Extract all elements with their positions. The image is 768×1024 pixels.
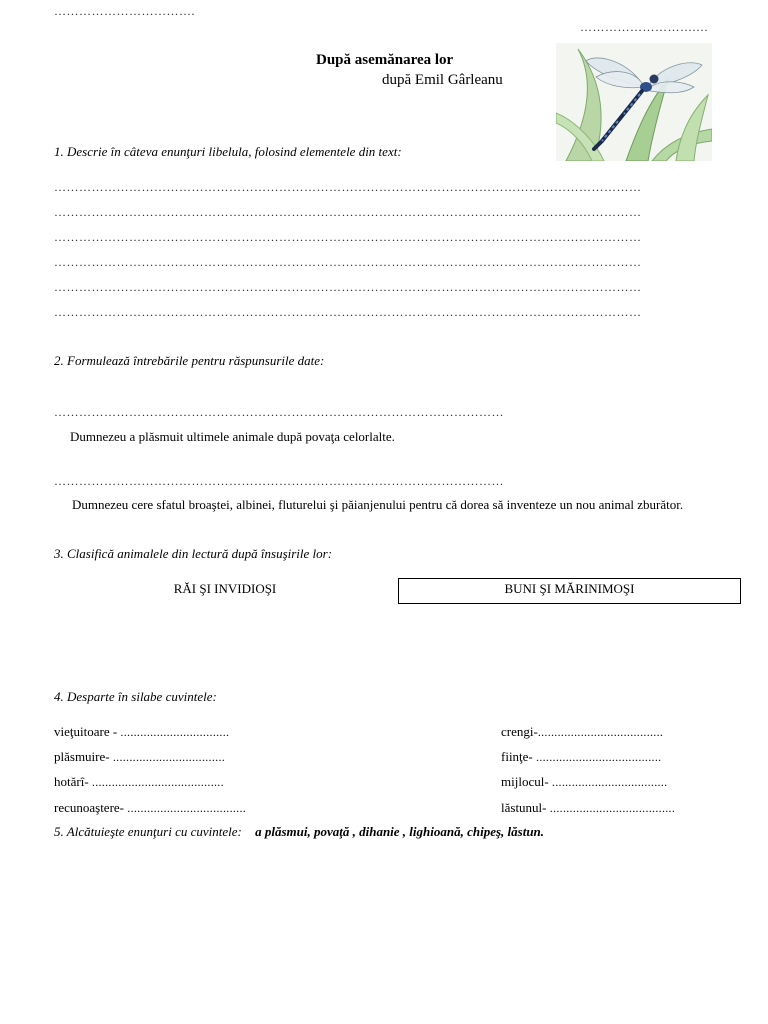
syllable-fill[interactable]: ................................... (551, 775, 668, 789)
answer-line[interactable]: …………………………………………………………………………………………………………………………… (54, 255, 642, 269)
syllable-item[interactable] (501, 724, 663, 740)
given-answer-2-text: Dumnezeu cere sfatul broaştei, albinei, fluturelui şi păianjenului pentru că dorea să inventeze un nou animal zburător. (72, 497, 684, 512)
exercise5 (54, 824, 544, 840)
syllable-word: fiinţe- (501, 749, 537, 764)
syllable-item[interactable] (54, 774, 224, 790)
answer-line[interactable]: …………………………………………………………………………………………………………………………… (54, 305, 642, 319)
exercise5-prompt: 5. Alcătuieşte enunţuri cu cuvintele: (54, 824, 242, 839)
syllable-fill[interactable]: ................................. (120, 725, 230, 739)
lesson-author: după Emil Gârleanu (382, 72, 503, 88)
syllable-item[interactable] (54, 749, 225, 765)
given-answer-2 (54, 496, 742, 513)
syllable-fill[interactable]: .................................. (112, 750, 226, 764)
syllable-fill[interactable]: ...................................... (549, 801, 676, 815)
syllable-word: crengi- (501, 724, 538, 739)
syllable-word: lăstunul- (501, 800, 550, 815)
exercise5-words: a plăsmui, povaţă , dihanie , lighioană, chipeş, lăstun. (255, 824, 545, 839)
syllable-item[interactable] (501, 774, 667, 790)
lesson-title: După asemănarea lor (316, 52, 454, 68)
syllable-item[interactable] (54, 800, 246, 816)
column-header-bad: RĂI ŞI INVIDIOŞI (173, 581, 277, 596)
syllable-item[interactable] (54, 724, 229, 740)
syllable-fill[interactable]: ........................................ (91, 775, 224, 789)
answer-line[interactable]: …………………………………………………………………………………………………………………………… (54, 180, 642, 194)
header-dotted-line-left[interactable]: ……………………………. (54, 4, 195, 18)
syllable-word: recunoaştere- (54, 800, 128, 815)
exercise1-prompt: 1. Descrie în câteva enunţuri libelula, folosind elementele din text: (54, 144, 402, 159)
syllable-word: vieţuitoare - (54, 724, 121, 739)
question-line-1[interactable]: ……………………………………………………………………………………………… (54, 405, 504, 419)
answer-line[interactable]: …………………………………………………………………………………………………………………………… (54, 280, 642, 294)
question-line-2[interactable]: ……………………………………………………………………………………………… (54, 474, 504, 488)
syllable-fill[interactable]: .................................... (127, 801, 247, 815)
syllable-item[interactable] (501, 800, 675, 816)
answer-line[interactable]: …………………………………………………………………………………………………………………………… (54, 230, 642, 244)
exercise4-prompt: 4. Desparte în silabe cuvintele: (54, 689, 217, 704)
column-header-good: BUNI ŞI MĂRINIMOŞI (504, 581, 635, 596)
dragonfly-image (556, 43, 712, 161)
exercise3-prompt: 3. Clasifică animalele din lectură după însuşirile lor: (54, 546, 333, 561)
syllable-fill[interactable]: ...................................... (537, 725, 664, 739)
answer-line[interactable]: …………………………………………………………………………………………………………………………… (54, 205, 642, 219)
syllable-item[interactable] (501, 749, 661, 765)
syllable-fill[interactable]: ...................................... (536, 750, 662, 764)
syllable-word: hotărî- (54, 774, 92, 789)
syllable-word: plăsmuire- (54, 749, 113, 764)
syllable-word: mijlocul- (501, 774, 552, 789)
dragonfly-illustration-icon (556, 43, 712, 161)
exercise2-prompt: 2. Formulează întrebările pentru răspunsurile date: (54, 353, 325, 368)
given-answer-1: Dumnezeu a plăsmuit ultimele animale după povaţa celorlalte. (70, 429, 395, 444)
header-dotted-line-right[interactable]: ……………………….… (580, 20, 709, 34)
